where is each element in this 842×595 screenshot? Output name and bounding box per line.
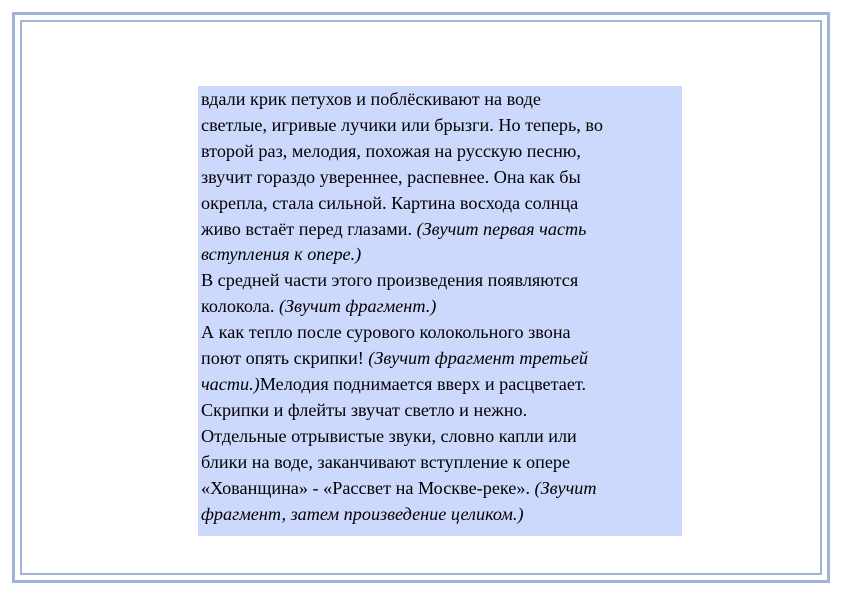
italic-remark: (Звучит первая часть (416, 218, 587, 239)
text-line (201, 165, 679, 191)
text-line (201, 320, 679, 346)
text-line (201, 294, 679, 320)
text-line (201, 346, 679, 372)
text-segment: окрепла, стала сильной. Картина восхода солнца (201, 192, 579, 213)
text-line (201, 476, 679, 502)
text-segment: живо встаёт перед глазами. (201, 218, 417, 239)
text-line (201, 424, 679, 450)
text-segment: колокола. (201, 296, 279, 317)
text-line (201, 242, 679, 268)
text-line (201, 217, 679, 243)
italic-remark: части.) (201, 373, 260, 394)
text-segment: второй раз, мелодия, похожая на русскую песню, (201, 140, 581, 161)
text-segment: светлые, игривые лучики или брызги. Но теперь, во (201, 114, 603, 135)
text-segment: Скрипки и флейты звучат светло и нежно. (201, 399, 528, 420)
text-segment: поют опять скрипки! (201, 348, 369, 369)
italic-remark: (Звучит фрагмент третьей (368, 348, 588, 369)
text-line (201, 450, 679, 476)
text-line (201, 268, 679, 294)
text-segment: звучит гораздо увереннее, распевнее. Она как бы (201, 166, 581, 187)
text-body (198, 86, 682, 536)
text-segment: А как тепло после сурового колокольного звона (201, 322, 571, 343)
italic-remark: вступления к опере.) (201, 244, 362, 265)
text-segment: вдали крик петухов и поблёскивают на воде (201, 89, 541, 109)
text-segment: «Хованщина» - «Рассвет на Москве-реке». (201, 477, 535, 498)
italic-remark: (Звучит фрагмент.) (278, 296, 437, 317)
text-segment: блики на воде, заканчивают вступление к опере (201, 451, 571, 472)
italic-remark: (Звучит (534, 477, 597, 498)
text-segment: Отдельные отрывистые звуки, словно капли или (201, 425, 577, 446)
text-segment: В средней части этого произведения появляются (201, 270, 579, 291)
text-line (201, 87, 679, 113)
text-line (201, 139, 679, 165)
text-line (201, 372, 679, 398)
italic-remark: фрагмент, затем произведение целиком.) (201, 503, 524, 524)
text-line (201, 191, 679, 217)
text-line (201, 113, 679, 139)
text-line (201, 398, 679, 424)
text-segment: Мелодия поднимается вверх и расцветает. (259, 373, 587, 394)
text-line (201, 502, 679, 528)
